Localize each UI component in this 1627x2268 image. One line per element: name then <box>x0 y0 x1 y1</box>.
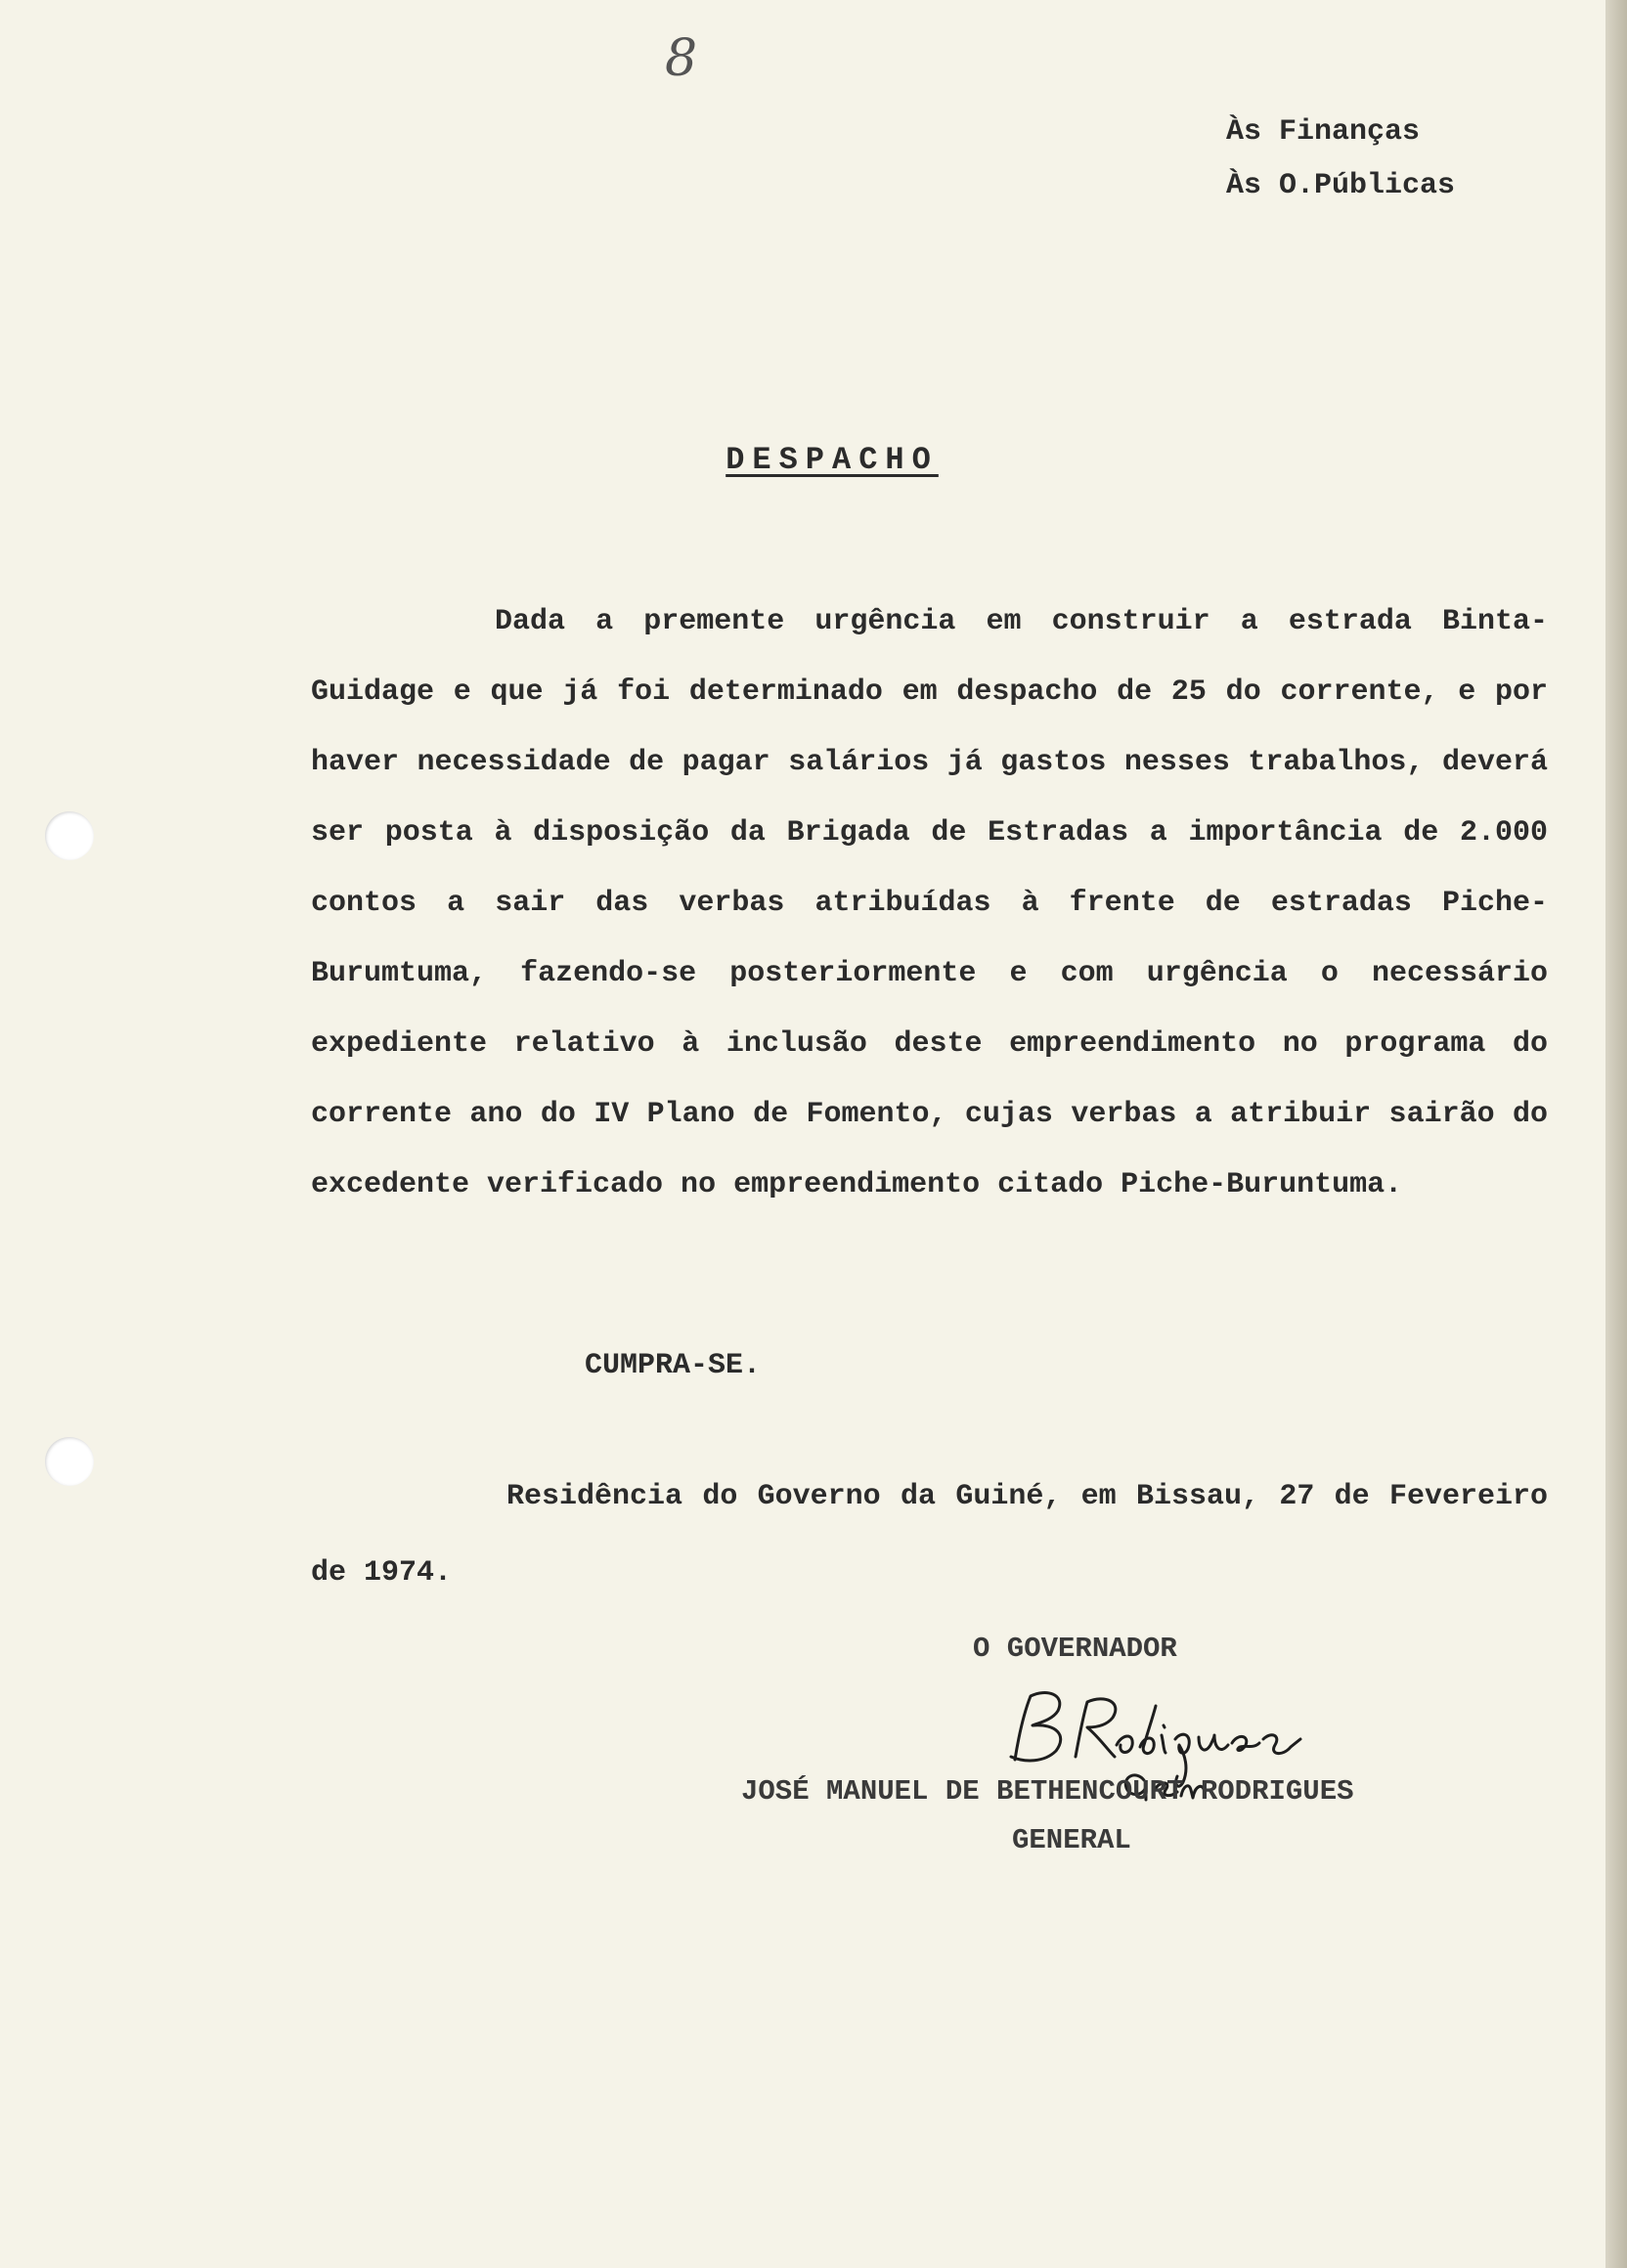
page-edge <box>1605 0 1627 2268</box>
body-paragraph <box>311 587 1548 1220</box>
place-and-date <box>311 1459 1548 1611</box>
signatory-rank: GENERAL <box>1012 1824 1131 1856</box>
signatory-name: JOSÉ MANUEL DE BETHENCOURT RODRIGUES <box>741 1775 1354 1808</box>
punch-hole <box>45 1437 94 1486</box>
recipients-block <box>1226 106 1455 213</box>
signatory-title: O GOVERNADOR <box>973 1633 1177 1665</box>
recipient-line: Às O.Públicas <box>1226 169 1456 202</box>
closing-formula: CUMPRA-SE. <box>585 1349 762 1382</box>
document-title: DESPACHO <box>726 442 939 478</box>
place-date-text: Residência do Governo da Guiné, em Bissau, 27 de Fevereiro de 1974. <box>311 1480 1548 1590</box>
punch-hole <box>45 811 94 860</box>
recipient-line: Às Finanças <box>1226 115 1421 149</box>
page-number: 8 <box>665 29 698 88</box>
body-text: Dada a premente urgência em construir a estrada Binta-Guidage e que já foi determinado em despacho de 25 do corrente, e por haver necessidade de pagar salários já gastos nesses trabalhos, deverá ser posta à disposição da Brigada de Estradas a importância de 2.000 contos a sair das verbas atribuídas à frente de estradas Piche-Burumtuma, fazendo-se posteriormente e com urgência o necessário expediente relativo à inclusão deste empreendimento no programa do corrente ano do IV Plano de Fomento, cujas verbas a atribuir sairão do excedente verificado no empreendimento citado Piche-Buruntuma. <box>311 605 1548 1201</box>
